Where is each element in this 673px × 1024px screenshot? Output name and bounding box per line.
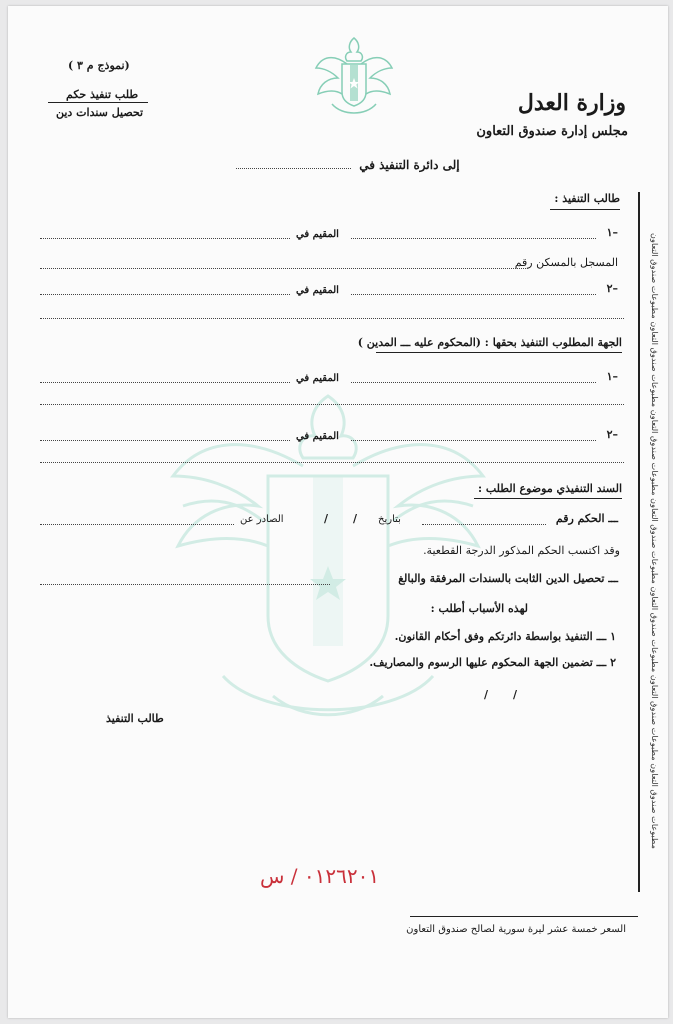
side-text: مطبوعات صندوق التعاون مطبوعات صندوق التعاون مطبوعات صندوق التعاون مطبوعات صندوق التعاون مطبوعات صندوق التعاون مطبوعات صندوق التعاون مطبوعات صندوق التعاون xyxy=(650,232,660,850)
resident-label: المقيم في xyxy=(296,229,339,240)
respondent-item-2: ٢– xyxy=(606,428,618,441)
respondent-2-extra-field[interactable] xyxy=(40,462,624,463)
issued-by-label: الصادر عن xyxy=(240,514,284,525)
divider xyxy=(550,209,620,210)
form-code: (نموذج م ٣ ) xyxy=(68,59,130,72)
respondent-1-extra-field[interactable] xyxy=(40,404,624,405)
debt-amount-field[interactable] xyxy=(40,584,330,585)
applicant-item-2: ٢– xyxy=(606,282,618,295)
respondent-1-name-field[interactable] xyxy=(351,382,596,383)
signature-label: طالب التنفيذ xyxy=(106,712,164,725)
applicant-item-1: ١– xyxy=(606,226,618,239)
resident-label: المقيم في xyxy=(296,285,339,296)
respondent-2-address-field[interactable] xyxy=(40,440,290,441)
respondent-title: الجهة المطلوب التنفيذ بحقها : (المحكوم عليه ـــ المدين ) xyxy=(357,336,622,349)
registered-housing-label: المسجل بالمسكن رقم xyxy=(514,256,618,269)
form-title-line-1: طلب تنفيذ حكم xyxy=(66,88,139,101)
signature-date-slash: / xyxy=(513,688,518,701)
applicant-1-name-field[interactable] xyxy=(351,238,596,239)
divider xyxy=(376,352,622,353)
issuing-court-field[interactable] xyxy=(40,524,234,525)
addressee-line xyxy=(236,158,460,172)
ministry-title: وزارة العدل xyxy=(517,90,626,116)
dated-label: بتاريخ xyxy=(378,514,401,525)
eagle-emblem-icon xyxy=(314,34,394,120)
addressee-field[interactable] xyxy=(236,168,351,169)
executive-title-heading: السند التنفيذي موضوع الطلب : xyxy=(477,482,622,495)
final-judgment-text: وقد اكتسب الحكم المذكور الدرجة القطعية. xyxy=(423,544,620,557)
applicant-2-address-field[interactable] xyxy=(40,294,290,295)
date-slash: / xyxy=(324,512,329,525)
debt-collection-text: ـــ تحصيل الدين الثابت بالسندات المرفقة والبالغ xyxy=(398,572,618,585)
date-slash: / xyxy=(353,512,358,525)
request-1-text: ١ ـــ التنفيذ بواسطة دائرتكم وفق أحكام القانون. xyxy=(394,630,616,643)
judgment-number-field[interactable] xyxy=(422,524,546,525)
resident-label: المقيم في xyxy=(296,431,339,442)
applicant-title: طالب التنفيذ : xyxy=(554,192,620,205)
applicant-extra-field[interactable] xyxy=(40,318,624,319)
addressee-label: إلى دائرة التنفيذ في xyxy=(359,158,460,172)
council-title: مجلس إدارة صندوق التعاون xyxy=(476,124,628,139)
side-text-strip xyxy=(645,191,665,891)
request-2-text: ٢ ـــ تضمين الجهة المحكوم عليها الرسوم والمصاريف. xyxy=(369,656,616,669)
reasons-text: لهذه الأسباب أطلب : xyxy=(430,602,528,615)
respondent-item-1: ١– xyxy=(606,370,618,383)
serial-number: ٠١٢٦٢٠١ / س xyxy=(260,864,380,888)
resident-label: المقيم في xyxy=(296,373,339,384)
respondent-1-address-field[interactable] xyxy=(40,382,290,383)
respondent-2-name-field[interactable] xyxy=(351,440,596,441)
divider xyxy=(474,498,622,499)
form-page xyxy=(8,6,668,1018)
price-footer: السعر خمسة عشر ليرة سورية لصالح صندوق التعاون xyxy=(406,924,626,935)
applicant-1-address-field[interactable] xyxy=(40,238,290,239)
divider xyxy=(48,102,148,103)
footer-divider xyxy=(410,916,638,917)
signature-date-slash: / xyxy=(484,688,489,701)
vertical-border xyxy=(638,192,640,892)
housing-number-field[interactable] xyxy=(40,268,528,269)
applicant-2-name-field[interactable] xyxy=(351,294,596,295)
judgment-number-label: ـــ الحكم رقم xyxy=(555,512,618,525)
form-title-line-2: تحصيل سندات دين xyxy=(56,106,144,119)
